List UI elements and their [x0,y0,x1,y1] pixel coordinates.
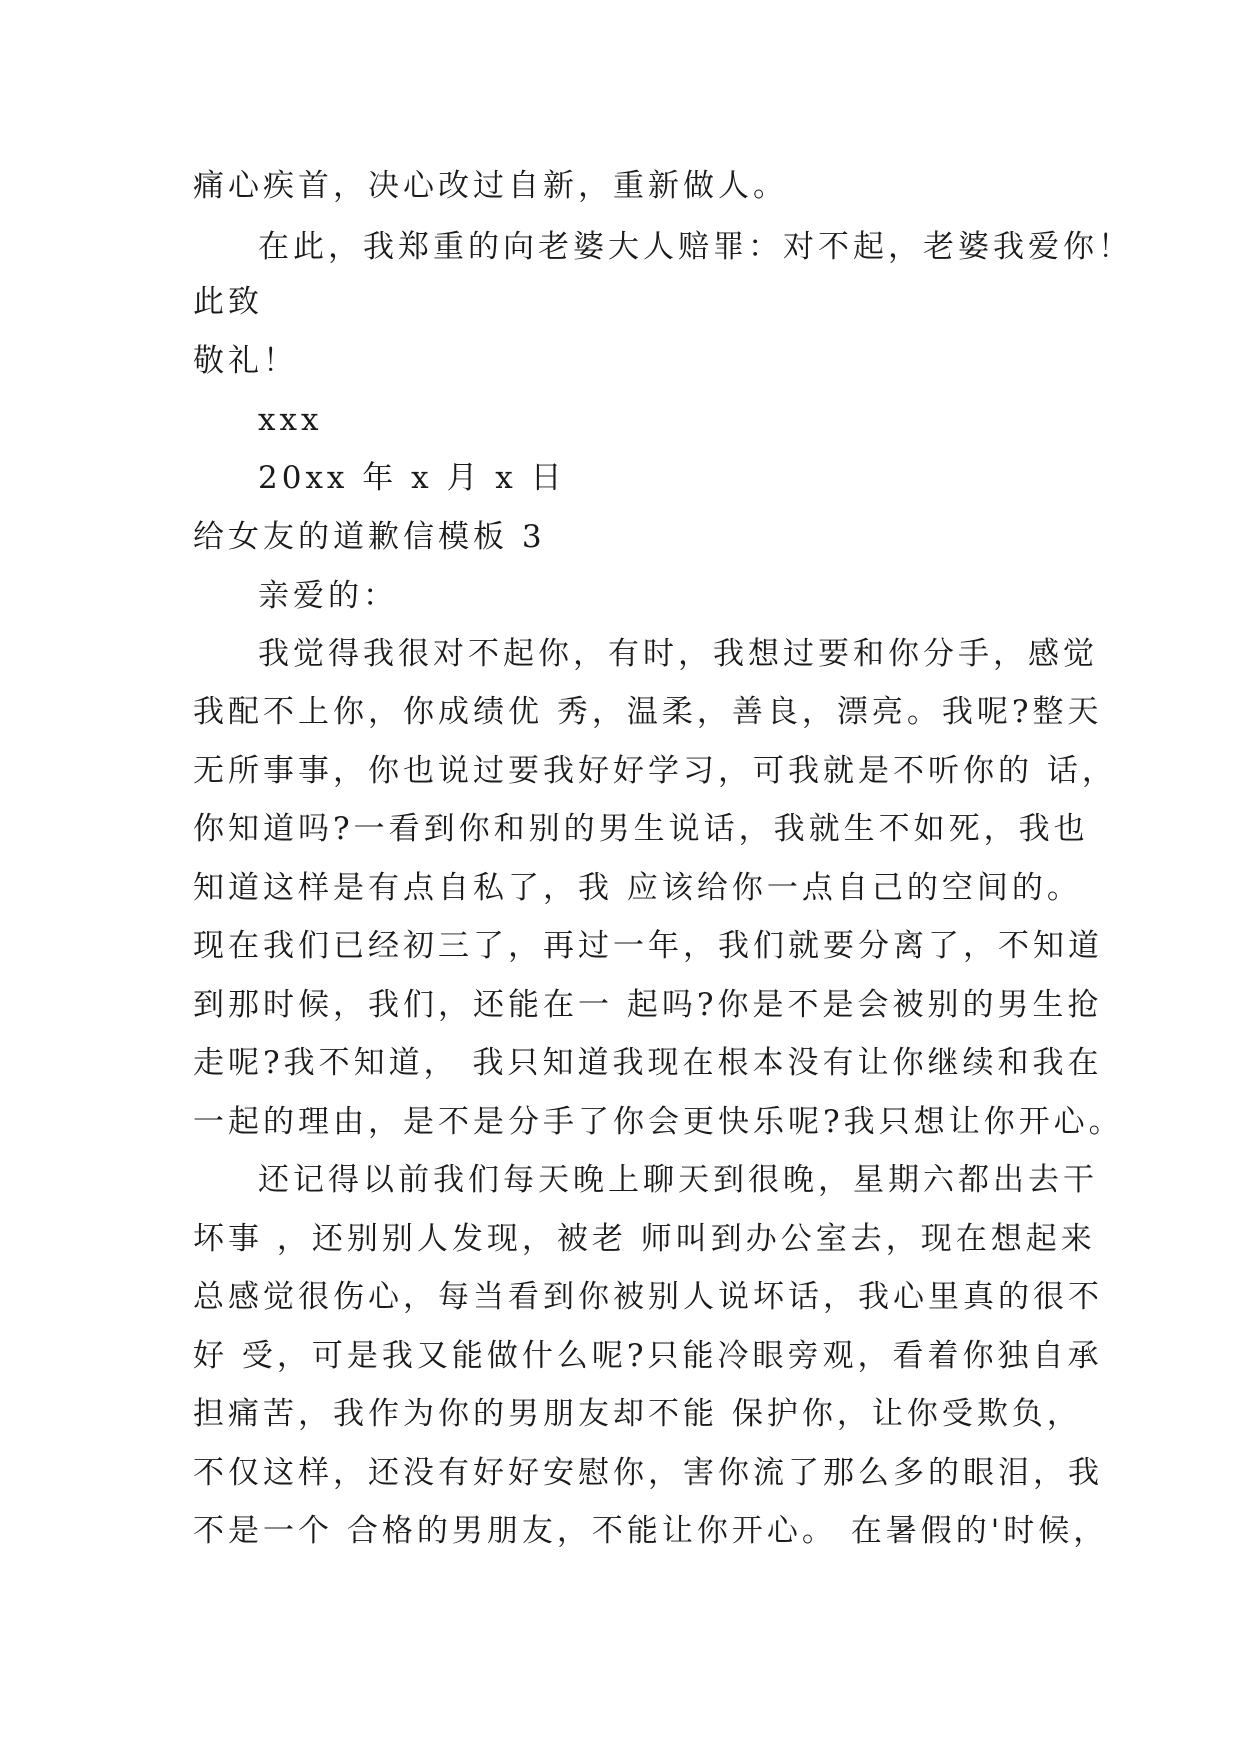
text-line: 好 受，可是我又能做什么呢?只能冷眼旁观，看着你独自承 [193,1338,1103,1374]
text-line: 你知道吗?一看到你和别的男生说话，我就生不如死，我也 [193,811,1089,847]
greeting: 亲爱的： [258,578,398,614]
text-line: 现在我们已经初三了，再过一年，我们就要分离了，不知道 [193,928,1103,964]
signature: xxx [258,402,323,438]
text-line: 无所事事，你也说过要我好好学习，可我就是不听你的 话， [193,753,1117,789]
text-line: 到那时候，我们，还能在一 起吗?你是不是会被别的男生抢 [193,987,1103,1023]
closing-regards: 敬礼！ [193,343,298,379]
text-line: 在此，我郑重的向老婆大人赔罪：对不起，老婆我爱你！ [258,229,1133,265]
date-line: 20xx 年 x 月 x 日 [258,460,566,496]
text-line: 痛心疾首，决心改过自新，重新做人。 [193,168,788,204]
section-heading: 给女友的道歉信模板 3 [193,519,546,555]
text-line: 总感觉很伤心，每当看到你被别人说坏话，我心里真的很不 [193,1279,1103,1315]
closing-salutation: 此致 [193,284,263,320]
text-line: 还记得以前我们每天晚上聊天到很晚，星期六都出去干 [258,1162,1098,1198]
text-line: 知道这样是有点自私了，我 应该给你一点自己的空间的。 [193,870,1082,906]
text-line: 不仅这样，还没有好好安慰你，害你流了那么多的眼泪，我 [193,1455,1103,1491]
text-line: 担痛苦，我作为你的男朋友却不能 保护你，让你受欺负， [193,1396,1082,1432]
text-line: 一起的理由，是不是分手了你会更快乐呢?我只想让你开心。 [193,1104,1124,1140]
text-line: 走呢?我不知道， 我只知道我现在根本没有让你继续和我在 [193,1045,1103,1081]
text-line: 我配不上你，你成绩优 秀，温柔，善良，漂亮。我呢?整天 [193,694,1103,730]
text-line: 坏事 ，还别别人发现，被老 师叫到办公室去，现在想起来 [193,1221,1096,1257]
text-line: 不是一个 合格的男朋友，不能让你开心。 在暑假的'时候， [193,1513,1109,1549]
text-line: 我觉得我很对不起你，有时，我想过要和你分手，感觉 [258,636,1098,672]
